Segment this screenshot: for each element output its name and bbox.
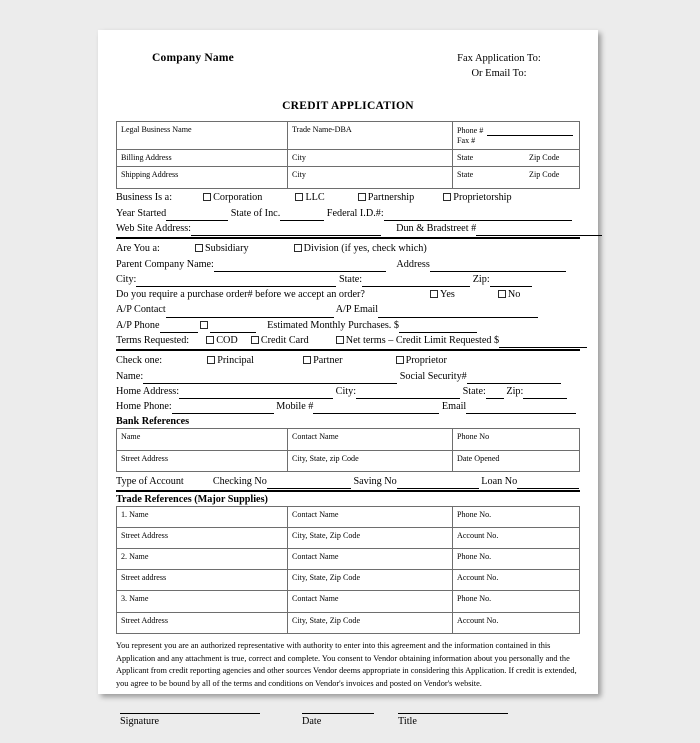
bank-date-opened-cell[interactable]: Date Opened xyxy=(453,450,580,471)
home-phone-input[interactable] xyxy=(172,402,274,414)
table-row xyxy=(117,450,580,471)
trade-3-street-cell[interactable]: Street Address xyxy=(117,612,288,633)
bank-street-cell[interactable]: Street Address xyxy=(117,450,288,471)
option-cod: COD xyxy=(216,335,238,346)
estimated-monthly-label: Estimated Monthly Purchases. $ xyxy=(267,319,399,331)
table-row xyxy=(117,591,580,612)
fax-application-to: Fax Application To: xyxy=(457,53,541,64)
are-you-a-label: Are You a: xyxy=(116,243,160,255)
parent-company-label: Parent Company Name: xyxy=(116,258,214,270)
are-you-a-row xyxy=(116,241,580,256)
trade-3-phone-cell[interactable]: Phone No. xyxy=(453,591,580,612)
checkbox-credit-card[interactable] xyxy=(251,336,259,344)
checkbox-cod[interactable] xyxy=(206,336,214,344)
shipping-address-cell[interactable]: Shipping Address xyxy=(117,167,288,189)
option-no: No xyxy=(507,289,521,301)
business-type-section xyxy=(116,190,580,239)
billing-state-zip-cell[interactable] xyxy=(453,150,580,167)
year-started-label: Year Started xyxy=(116,207,167,219)
option-division: Division (if yes, check which) xyxy=(303,243,427,255)
billing-zip-label: Zip Code xyxy=(529,153,560,163)
ap-phone-input[interactable] xyxy=(160,321,198,333)
trade-2-phone-cell[interactable]: Phone No. xyxy=(453,549,580,570)
ap-email-input[interactable] xyxy=(378,306,538,318)
table-row xyxy=(117,528,580,549)
legal-business-name-cell[interactable]: Legal Business Name xyxy=(117,122,288,150)
home-phone-row xyxy=(116,399,580,414)
email-input[interactable] xyxy=(466,402,576,414)
divider xyxy=(116,237,580,239)
shipping-state-zip-cell[interactable] xyxy=(453,167,580,189)
loan-no-label: Loan No xyxy=(481,475,518,487)
trade-2-street-cell[interactable]: Street address xyxy=(117,570,288,591)
option-corporation: Corporation xyxy=(213,192,263,204)
trade-2-name-cell[interactable]: 2. Name xyxy=(117,549,288,570)
fax-label: Fax # xyxy=(457,136,476,145)
checkbox-corporation[interactable] xyxy=(203,193,211,201)
ap-contact-row xyxy=(116,302,580,317)
document-header xyxy=(116,52,580,98)
shipping-state-label: State xyxy=(457,170,474,180)
table-row xyxy=(117,570,580,591)
parent-city-input[interactable] xyxy=(136,275,336,287)
state-of-inc-input[interactable] xyxy=(280,209,324,221)
loan-no-input[interactable] xyxy=(517,477,579,489)
home-address-row xyxy=(116,384,580,399)
business-is-a-label: Business Is a: xyxy=(116,192,173,204)
signature-line[interactable] xyxy=(120,713,260,714)
ap-contact-label: A/P Contact xyxy=(116,304,166,316)
signature-section xyxy=(116,713,580,743)
parent-company-section xyxy=(116,241,580,351)
trade-3-account-cell[interactable]: Account No. xyxy=(453,612,580,633)
type-of-account-row xyxy=(116,474,580,489)
bank-citystate-cell[interactable]: City, State, zip Code xyxy=(288,450,453,471)
checking-no-input[interactable] xyxy=(267,477,351,489)
home-state-label: State: xyxy=(462,385,486,397)
home-state-input[interactable] xyxy=(486,387,504,399)
trade-1-contact-cell[interactable]: Contact Name xyxy=(288,507,453,528)
check-one-label: Check one: xyxy=(116,355,163,367)
date-line[interactable] xyxy=(302,713,374,714)
home-address-input[interactable] xyxy=(179,387,333,399)
trade-references-table xyxy=(116,506,580,634)
trade-1-account-cell[interactable]: Account No. xyxy=(453,528,580,549)
parent-address-label: Address xyxy=(396,258,430,270)
trade-1-name-cell[interactable]: 1. Name xyxy=(117,507,288,528)
home-address-label: Home Address: xyxy=(116,385,180,397)
ap-phone-label: A/P Phone xyxy=(116,319,160,331)
checkbox-ap-phone-extra[interactable] xyxy=(200,321,208,329)
estimated-monthly-input[interactable] xyxy=(399,321,477,333)
state-of-inc-label: State of Inc. xyxy=(230,207,281,219)
billing-city-cell[interactable]: City xyxy=(288,150,453,167)
table-row xyxy=(117,150,580,167)
parent-company-input[interactable] xyxy=(214,260,386,272)
website-label: Web Site Address: xyxy=(116,222,192,234)
billing-address-cell[interactable]: Billing Address xyxy=(117,150,288,167)
checkbox-llc[interactable] xyxy=(295,193,303,201)
checkbox-proprietor[interactable] xyxy=(396,356,404,364)
table-row xyxy=(117,122,580,150)
checkbox-partnership[interactable] xyxy=(358,193,366,201)
option-principal: Principal xyxy=(217,355,254,367)
terms-requested-row xyxy=(116,333,580,348)
checkbox-division[interactable] xyxy=(294,244,302,252)
federal-id-input[interactable] xyxy=(384,209,572,221)
social-security-input[interactable] xyxy=(467,372,561,384)
divider xyxy=(116,349,580,351)
fax-email-block xyxy=(424,52,574,82)
trade-2-citystate-cell[interactable]: City, State, Zip Code xyxy=(288,570,453,591)
dun-bradstreet-input[interactable] xyxy=(476,224,602,236)
business-type-row xyxy=(116,190,580,205)
website-input[interactable] xyxy=(191,224,381,236)
ap-contact-input[interactable] xyxy=(166,306,334,318)
table-row xyxy=(117,167,580,189)
bank-name-cell[interactable]: Name xyxy=(117,429,288,450)
trade-3-contact-cell[interactable]: Contact Name xyxy=(288,591,453,612)
bank-references-title: Bank References xyxy=(116,416,190,428)
bank-references-table xyxy=(116,428,580,471)
option-proprietorship: Proprietorship xyxy=(453,192,512,204)
trade-name-cell[interactable]: Trade Name-DBA xyxy=(288,122,453,150)
title-label: Title xyxy=(398,716,417,728)
email-label: Email xyxy=(441,401,467,413)
page-title: CREDIT APPLICATION xyxy=(282,100,414,112)
parent-company-row xyxy=(116,257,580,272)
phone-fax-cell[interactable] xyxy=(453,122,580,150)
checkbox-proprietorship[interactable] xyxy=(443,193,451,201)
saving-no-label: Saving No xyxy=(353,475,397,487)
company-name: Company Name xyxy=(152,52,234,64)
phone-input-line[interactable] xyxy=(487,125,573,136)
parent-city-row xyxy=(116,272,580,287)
principal-name-input[interactable] xyxy=(143,372,397,384)
principal-name-label: Name: xyxy=(116,370,144,382)
document-page xyxy=(98,30,598,728)
home-city-label: City: xyxy=(335,385,357,397)
checkbox-po-yes[interactable] xyxy=(430,290,438,298)
date-label: Date xyxy=(302,716,322,728)
home-city-input[interactable] xyxy=(356,387,460,399)
ap-phone-extra-input[interactable] xyxy=(210,321,256,333)
mobile-input[interactable] xyxy=(313,402,439,414)
parent-state-label: State: xyxy=(338,273,363,285)
year-started-input[interactable] xyxy=(166,209,228,221)
home-phone-label: Home Phone: xyxy=(116,401,172,413)
mobile-label: Mobile # xyxy=(276,401,314,413)
bank-contact-cell[interactable]: Contact Name xyxy=(288,429,453,450)
legal-disclaimer: You represent you are an authorized representative with authority to enter into this agreement and the information contained in this Application and any attachment is true, correct and complete. You consent to Vendor obtaining information about you personally and the Applicant from credit reporting agencies and other sources Vendor deems appropriate in considering this Application. If credit is extended, you agree to be bound by all of the terms and conditions on Vendor's invoices and posted on Vendor's website. xyxy=(116,640,577,689)
checkbox-principal[interactable] xyxy=(207,356,215,364)
trade-2-account-cell[interactable]: Account No. xyxy=(453,570,580,591)
document-body xyxy=(116,52,580,743)
billing-state-label: State xyxy=(457,153,474,163)
table-row xyxy=(117,612,580,633)
option-yes: Yes xyxy=(440,289,455,301)
shipping-zip-label: Zip Code xyxy=(529,170,560,180)
check-one-row xyxy=(116,353,580,368)
home-zip-input[interactable] xyxy=(523,387,567,399)
option-partnership: Partnership xyxy=(367,192,415,204)
type-of-account-label: Type of Account xyxy=(116,475,184,487)
federal-id-label: Federal I.D.#: xyxy=(326,207,384,219)
business-info-table xyxy=(116,121,580,189)
social-security-label: Social Security# xyxy=(399,370,467,382)
checkbox-po-no[interactable] xyxy=(498,290,506,298)
checkbox-net-terms[interactable] xyxy=(336,336,344,344)
option-proprietor: Proprietor xyxy=(405,355,447,367)
trade-1-phone-cell[interactable]: Phone No. xyxy=(453,507,580,528)
year-started-row xyxy=(116,206,580,221)
purchase-order-row xyxy=(116,287,580,302)
website-row xyxy=(116,221,580,236)
trade-1-citystate-cell[interactable]: City, State, Zip Code xyxy=(288,528,453,549)
trade-3-citystate-cell[interactable]: City, State, Zip Code xyxy=(288,612,453,633)
parent-city-label: City: xyxy=(116,273,137,285)
home-zip-label: Zip: xyxy=(506,385,524,397)
table-row xyxy=(117,549,580,570)
credit-limit-input[interactable] xyxy=(499,336,587,348)
phone-label: Phone # xyxy=(457,125,484,135)
dun-bradstreet-label: Dun & Bradstreet # xyxy=(396,222,477,234)
ap-email-label: A/P Email xyxy=(335,304,379,316)
trade-1-street-cell[interactable]: Street Address xyxy=(117,528,288,549)
shipping-city-cell[interactable]: City xyxy=(288,167,453,189)
parent-zip-input[interactable] xyxy=(490,275,532,287)
checking-no-label: Checking No xyxy=(212,475,267,487)
table-row xyxy=(117,507,580,528)
bank-phone-cell[interactable]: Phone No xyxy=(453,429,580,450)
checkbox-subsidiary[interactable] xyxy=(195,244,203,252)
or-email-to: Or Email To: xyxy=(471,67,527,79)
trade-3-name-cell[interactable]: 3. Name xyxy=(117,591,288,612)
title-line[interactable] xyxy=(398,713,508,714)
terms-requested-label: Terms Requested: xyxy=(116,335,190,346)
ap-phone-row xyxy=(116,318,580,333)
parent-state-input[interactable] xyxy=(362,275,470,287)
option-net-terms: Net terms – Credit Limit Requested $ xyxy=(345,335,500,346)
signature-label: Signature xyxy=(120,716,160,728)
trade-references-title: Trade References (Major Supplies) xyxy=(116,494,268,505)
principal-name-row xyxy=(116,369,580,384)
principal-section xyxy=(116,353,580,414)
parent-zip-label: Zip: xyxy=(472,273,490,285)
saving-no-input[interactable] xyxy=(397,477,479,489)
trade-2-contact-cell[interactable]: Contact Name xyxy=(288,549,453,570)
checkbox-partner[interactable] xyxy=(303,356,311,364)
option-partner: Partner xyxy=(313,355,343,367)
table-row xyxy=(117,429,580,450)
parent-address-input[interactable] xyxy=(430,260,566,272)
option-credit-card: Credit Card xyxy=(260,335,309,346)
option-llc: LLC xyxy=(305,192,325,204)
divider xyxy=(116,490,580,492)
option-subsidiary: Subsidiary xyxy=(204,243,249,255)
purchase-order-question: Do you require a purchase order# before we accept an order? xyxy=(116,289,365,301)
